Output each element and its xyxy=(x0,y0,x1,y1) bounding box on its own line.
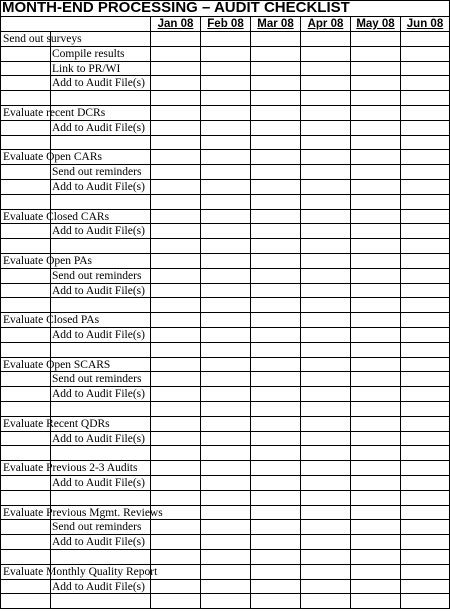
checklist-subtask-label: Add to Audit File(s) xyxy=(52,329,145,341)
checklist-task-label xyxy=(3,491,199,506)
checklist-subtask-label: Send out reminders xyxy=(52,373,142,386)
month-header: Mar 08 xyxy=(257,18,294,30)
checklist-task-label xyxy=(3,594,199,609)
checklist-subtask-label: Send out reminders xyxy=(52,521,142,534)
month-header: Jan 08 xyxy=(157,18,194,30)
checklist-task-label xyxy=(3,298,199,313)
checklist-task-label xyxy=(3,402,199,417)
checklist-task-label: Send out surveys xyxy=(3,33,82,45)
checklist-subtask-label: Add to Audit File(s) xyxy=(52,432,145,445)
month-header: Apr 08 xyxy=(307,18,344,30)
checklist-task-label xyxy=(3,91,199,106)
checklist-task-label: Evaluate Previous 2-3 Audits xyxy=(3,462,138,475)
checklist-task-label xyxy=(3,550,199,565)
checklist-subtask-label: Add to Audit File(s) xyxy=(52,225,145,238)
month-header: May 08 xyxy=(356,18,395,30)
checklist-subtask-label: Add to Audit File(s) xyxy=(52,181,145,193)
checklist-task-label xyxy=(3,239,199,254)
checklist-task-label: Evaluate Open PAs xyxy=(3,255,93,267)
checklist-task-label: Evaluate recent DCRs xyxy=(3,107,106,119)
checklist-subtask-label: Add to Audit File(s) xyxy=(52,536,145,549)
checklist-subtask-label: Add to Audit File(s) xyxy=(52,477,145,489)
page-title: MONTH-END PROCESSING – AUDIT CHECKLIST xyxy=(2,0,350,16)
checklist-task-label xyxy=(3,446,199,461)
checklist-task-label: Evaluate Previous Mgmt. Reviews xyxy=(3,506,163,519)
month-header: Jun 08 xyxy=(406,18,444,30)
checklist-subtask-label: Add to Audit File(s) xyxy=(52,284,145,297)
checklist-task-label xyxy=(3,343,199,358)
checklist-task-label: Evaluate Closed CARs xyxy=(3,210,110,223)
checklist-task-label: Evaluate Recent QDRs xyxy=(3,417,110,430)
month-header: Feb 08 xyxy=(207,18,244,30)
checklist-task-label: Evaluate Monthly Quality Report xyxy=(3,565,158,578)
checklist-subtask-label: Add to Audit File(s) xyxy=(52,388,145,401)
checklist-task-label: Evaluate Open CARs xyxy=(3,151,103,164)
checklist-subtask-label: Send out reminders xyxy=(52,166,142,179)
checklist-subtask-label: Add to Audit File(s) xyxy=(52,580,145,593)
checklist-subtask-label: Send out reminders xyxy=(52,269,142,282)
checklist-subtask-label: Add to Audit File(s) xyxy=(52,77,145,90)
checklist-task-label: Evaluate Closed PAs xyxy=(3,314,100,327)
checklist-task-label: Evaluate Open SCARS xyxy=(3,358,111,371)
checklist-task-label xyxy=(3,195,199,210)
checklist-task-label xyxy=(3,136,199,151)
checklist-subtask-label: Add to Audit File(s) xyxy=(52,121,145,134)
checklist-subtask-label: Link to PR/WI xyxy=(52,62,121,75)
checklist-subtask-label: Compile results xyxy=(52,47,125,60)
